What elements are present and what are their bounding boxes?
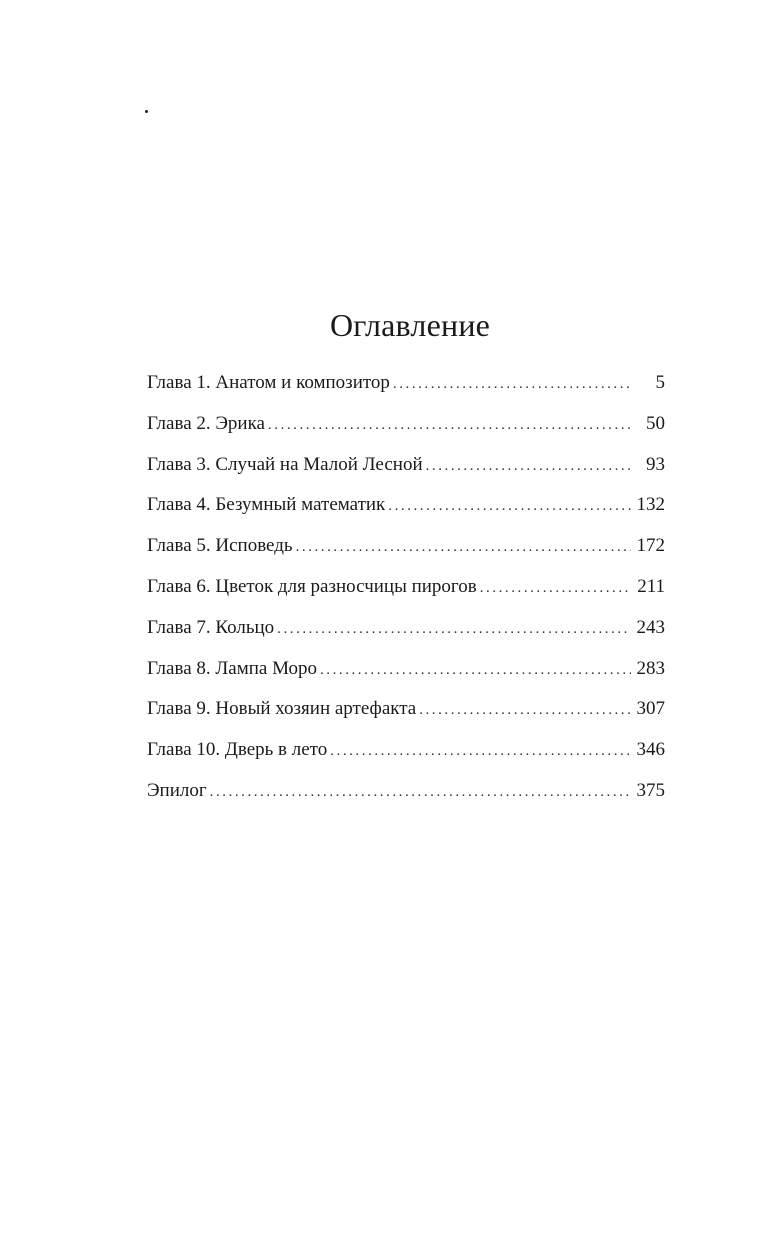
toc-entry-epilogue — [147, 776, 665, 817]
toc-leader-dots — [419, 695, 631, 725]
page-speck — [145, 110, 148, 113]
toc-leader-dots — [296, 532, 631, 562]
toc-entry-5 — [147, 531, 665, 572]
toc-leader-dots — [393, 369, 631, 399]
toc-entry-label: Глава 3. Случай на Малой Лесной — [147, 453, 423, 475]
toc-entry-6 — [147, 572, 665, 613]
toc-leader-dots — [320, 655, 631, 685]
toc-entry-page: 243 — [636, 616, 665, 638]
toc-entry-4 — [147, 490, 665, 531]
toc-entry-page: 375 — [636, 779, 665, 801]
toc-entry-label: Глава 10. Дверь в лето — [147, 739, 328, 761]
toc-entry-label: Глава 4. Безумный математик — [147, 494, 386, 516]
toc-entry-page: 346 — [636, 739, 665, 761]
toc-leader-dots — [210, 777, 631, 807]
toc-entry-label: Глава 2. Эрика — [147, 412, 265, 434]
toc-leader-dots — [480, 573, 631, 603]
toc-entry-page: 5 — [655, 372, 665, 393]
toc-entry-label: Глава 6. Цветок для разносчицы пирогов — [147, 575, 477, 597]
toc-entry-label: Глава 1. Анатом и композитор — [147, 372, 390, 393]
toc-entry-page: 172 — [636, 535, 665, 557]
toc-entry-10 — [147, 735, 665, 776]
toc-entry-page: 283 — [636, 657, 665, 679]
toc-entry-label: Глава 8. Лампа Моро — [147, 657, 317, 679]
toc-entry-label: Глава 9. Новый хозяин артефакта — [147, 698, 417, 720]
toc-leader-dots — [426, 451, 631, 481]
page-title: Оглавление — [329, 307, 491, 343]
toc-leader-dots — [277, 614, 631, 644]
toc-entry-page: 211 — [637, 575, 665, 597]
toc-entry-8 — [147, 654, 665, 695]
toc-entry-page: 132 — [636, 494, 665, 516]
toc-leader-dots — [268, 410, 631, 440]
toc-entry-9 — [147, 694, 665, 735]
toc-leader-dots — [388, 491, 631, 521]
toc-entry-page: 307 — [636, 698, 665, 720]
toc-entry-3 — [147, 450, 665, 491]
toc-entry-2 — [147, 409, 665, 450]
toc-entry-page: 50 — [646, 412, 665, 434]
toc-leader-dots — [330, 736, 631, 766]
table-of-contents — [147, 368, 665, 817]
toc-entry-label: Глава 5. Исповедь — [147, 535, 293, 557]
toc-entry-1 — [147, 368, 665, 409]
toc-entry-label: Глава 7. Кольцо — [147, 616, 275, 638]
toc-entry-7 — [147, 613, 665, 654]
toc-entry-page: 93 — [646, 453, 665, 475]
toc-entry-label: Эпилог — [147, 779, 207, 801]
